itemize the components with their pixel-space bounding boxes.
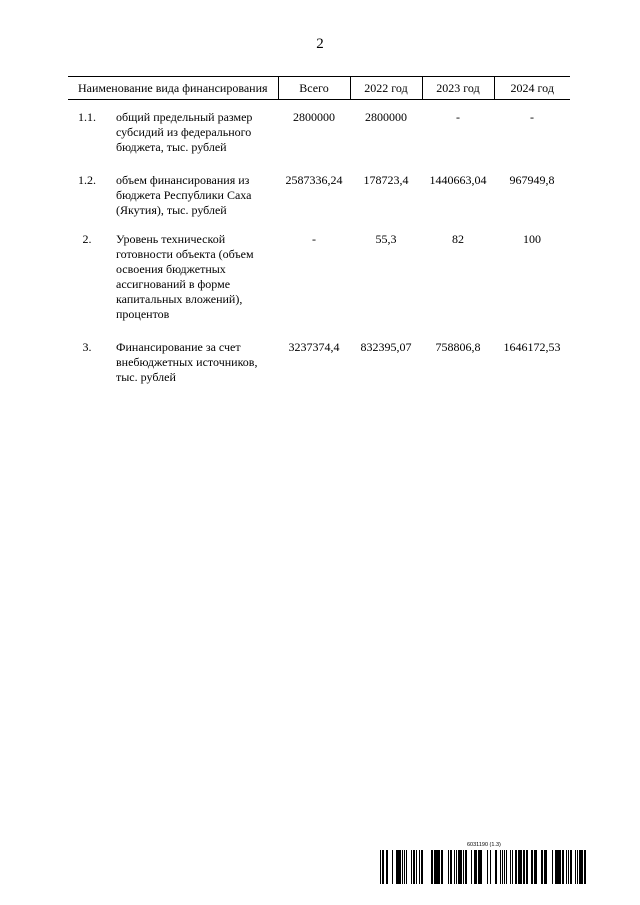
header-year-2024: 2024 год <box>494 77 570 100</box>
barcode-label: 6031190 (1.3) <box>467 842 501 848</box>
header-financing-type: Наименование вида финансирования <box>68 77 278 100</box>
row-2023: 82 <box>452 232 464 246</box>
row-name: Финансирование за счет внебюджетных источников, тыс. рублей <box>116 340 258 384</box>
financing-table <box>68 76 570 385</box>
table-header-row <box>68 77 570 100</box>
row-name: Уровень технической готовности объекта (объем освоения бюджетных ассигнований в форме капитальных вложений), процентов <box>116 232 254 321</box>
header-year-2023: 2023 год <box>422 77 494 100</box>
row-2023: 1440663,04 <box>429 173 487 187</box>
row-number: 1.2. <box>78 173 96 187</box>
row-number: 2. <box>82 232 92 246</box>
table-row <box>68 340 570 385</box>
row-2024: 1646172,53 <box>503 340 561 354</box>
row-2024: 100 <box>523 232 541 246</box>
row-2022: 2800000 <box>365 110 407 124</box>
row-total: 2800000 <box>293 110 335 124</box>
row-name: объем финансирования из бюджета Республики Саха (Якутия), тыс. рублей <box>116 173 252 217</box>
row-2024: 967949,8 <box>509 173 555 187</box>
header-total: Всего <box>278 77 350 100</box>
row-name: общий предельный размер субсидий из федерального бюджета, тыс. рублей <box>116 110 253 154</box>
row-total: 2587336,24 <box>285 173 343 187</box>
row-2022: 55,3 <box>375 232 397 246</box>
table-row <box>68 173 570 218</box>
row-number: 3. <box>82 340 92 354</box>
row-2022: 178723,4 <box>363 173 409 187</box>
page-number: 2 <box>316 36 324 52</box>
row-total: - <box>312 232 316 246</box>
row-2024: - <box>530 110 534 124</box>
row-2023: 758806,8 <box>435 340 481 354</box>
row-total: 3237374,4 <box>288 340 340 354</box>
row-2023: - <box>456 110 460 124</box>
barcode-image <box>380 850 590 884</box>
header-year-2022: 2022 год <box>350 77 422 100</box>
row-2022: 832395,07 <box>360 340 412 354</box>
row-number: 1.1. <box>78 110 96 124</box>
table-row <box>68 110 570 155</box>
table-row <box>68 232 570 322</box>
